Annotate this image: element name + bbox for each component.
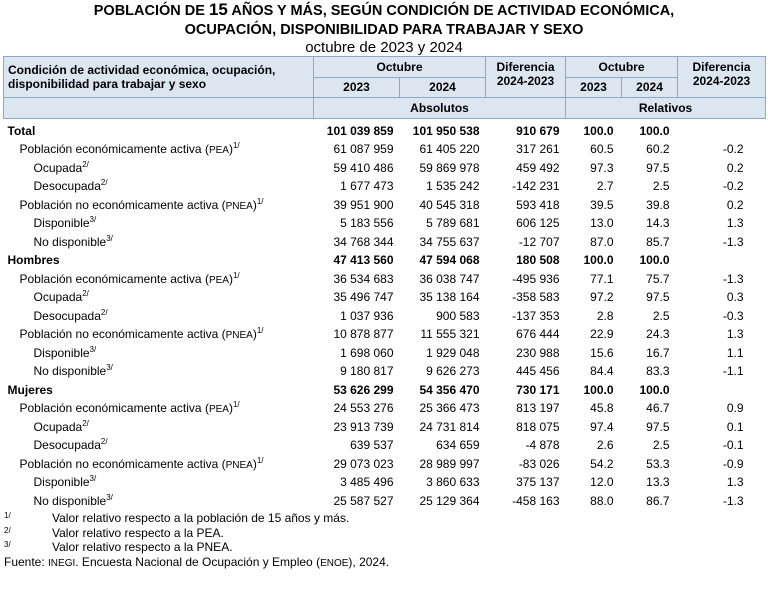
table-row [4, 118, 766, 140]
cell-rd: -1.3 [722, 234, 744, 249]
report-title [0, 0, 768, 40]
cell-ad: 445 456 [516, 364, 560, 379]
cell-r24: 24.3 [646, 327, 670, 342]
row-label: No disponible$^{3/}$ [33, 363, 113, 379]
row-label: Ocupada$^{2/}$ [33, 159, 89, 175]
table-row [4, 233, 766, 252]
cell-ad: 606 125 [516, 216, 560, 231]
cell-ad: 459 492 [516, 160, 560, 175]
table-row [4, 362, 766, 381]
row-label: Hombres [7, 253, 60, 268]
header-relativos: Relativos [566, 97, 766, 118]
cell-rd: 0.1 [726, 419, 744, 434]
cell-rd: -0.2 [722, 179, 744, 194]
cell-a23: 35 496 747 [333, 290, 394, 305]
cell-ad: 317 261 [516, 142, 560, 157]
cell-rd: -1.3 [722, 493, 744, 508]
cell-a24: 900 583 [436, 308, 480, 323]
cell-a23: 53 626 299 [333, 382, 394, 397]
cell-ad: 676 444 [516, 327, 560, 342]
table-row [4, 325, 766, 344]
cell-a24: 5 789 681 [426, 216, 480, 231]
cell-r23: 22.9 [590, 327, 614, 342]
title-line-2: OCUPACIÓN, DISPONIBILIDAD PARA TRABAJAR Y SEXO [184, 22, 584, 38]
cell-r23: 45.8 [590, 401, 614, 416]
footnote: 3/ Valor relativo respecto a la PNEA. [4, 540, 233, 554]
cell-rd: -1.3 [722, 271, 744, 286]
title-line-1: POBLACIÓN DE 15 AÑOS Y MÁS, SEGÚN CONDICIÓN DE ACTIVIDAD ECONÓMICA, [93, 0, 675, 19]
cell-a23: 101 039 859 [314, 118, 400, 140]
row-label: No disponible$^{3/}$ [33, 233, 113, 249]
row-label: Población no económicamente activa (PNEA)$^{1/}$ [19, 326, 264, 342]
cell-rd: -0.3 [722, 308, 744, 323]
cell-r23: 97.3 [590, 160, 614, 175]
row-label: Población no económicamente activa (PNEA)$^{1/}$ [19, 455, 264, 471]
cell-a23: 25 587 527 [333, 493, 394, 508]
cell-r23: 39.5 [590, 197, 614, 212]
cell-r23: 97.4 [590, 419, 614, 434]
row-label: Total [4, 118, 314, 140]
cell-a24: 54 356 470 [419, 382, 480, 397]
table-row [4, 140, 766, 159]
cell-r24: 97.5 [646, 290, 670, 305]
row-label: Desocupada$^{2/}$ [33, 307, 108, 323]
row-label: Población económicamente activa (PEA)$^{1/}$ [19, 270, 240, 286]
header-year-2024: 2024 [400, 78, 486, 98]
cell-r23: 2.8 [596, 308, 614, 323]
cell-ad: 730 171 [516, 382, 560, 397]
table-row [4, 381, 766, 400]
cell-rd [678, 381, 766, 400]
header-month-relative: Octubre [566, 57, 678, 78]
cell-r24: 97.5 [646, 160, 670, 175]
cell-r23: 60.5 [590, 142, 614, 157]
table-row [4, 473, 766, 492]
cell-r23: 13.0 [590, 216, 614, 231]
cell-ad: 375 137 [516, 475, 560, 490]
table-body [4, 118, 766, 510]
cell-a23: 61 087 959 [333, 142, 394, 157]
cell-ad: -358 583 [512, 290, 560, 305]
cell-a23: 1 037 936 [340, 308, 394, 323]
cell-a24: 34 755 637 [419, 234, 480, 249]
table-row [4, 196, 766, 215]
cell-rd [678, 251, 766, 270]
header-diff-relative: Diferencia 2024-2023 [678, 57, 766, 98]
cell-a24: 11 555 321 [420, 327, 480, 342]
cell-ad: 180 508 [516, 253, 560, 268]
cell-rd: -0.1 [722, 438, 744, 453]
cell-ad: 910 679 [486, 118, 566, 140]
cell-ad: 818 075 [516, 419, 560, 434]
cell-a23: 29 073 023 [333, 456, 394, 471]
cell-ad: -83 026 [518, 456, 560, 471]
cell-ad: 230 988 [516, 345, 560, 360]
header-month-absolute: Octubre [314, 57, 486, 78]
cell-a24: 3 860 633 [426, 475, 480, 490]
cell-r24: 13.3 [646, 475, 670, 490]
cell-rd: 0.2 [726, 197, 744, 212]
cell-r24: 2.5 [652, 438, 670, 453]
cell-rd: -0.9 [722, 456, 744, 471]
cell-r23: 12.0 [590, 475, 614, 490]
row-label: Desocupada$^{2/}$ [33, 437, 108, 453]
cell-a23: 36 534 683 [333, 271, 394, 286]
cell-ad: -142 231 [512, 179, 560, 194]
cell-a23: 23 913 739 [333, 419, 394, 434]
cell-rd: 0.2 [726, 160, 744, 175]
table-row [4, 288, 766, 307]
cell-a23: 639 537 [350, 438, 394, 453]
cell-a23: 24 553 276 [333, 401, 394, 416]
data-table [3, 56, 766, 510]
cell-ad: -495 936 [512, 271, 560, 286]
cell-r23: 100.0 [566, 118, 622, 140]
cell-r23: 2.7 [596, 179, 614, 194]
cell-a23: 59 410 486 [333, 160, 394, 175]
cell-r24: 75.7 [646, 271, 670, 286]
cell-r24: 53.3 [646, 456, 670, 471]
table-row [4, 159, 766, 178]
cell-a24: 47 594 068 [419, 253, 480, 268]
cell-a24: 101 950 538 [400, 118, 486, 140]
cell-r23: 15.6 [590, 345, 614, 360]
footnote: 2/ Valor relativo respecto a la PEA. [4, 525, 224, 540]
table-row [4, 455, 766, 474]
header-year-2023-rel: 2023 [566, 78, 622, 98]
cell-r23: 100.0 [583, 382, 614, 397]
cell-r24: 46.7 [646, 401, 670, 416]
table-row [4, 399, 766, 418]
cell-r24: 86.7 [646, 493, 670, 508]
cell-a23: 1 677 473 [340, 179, 394, 194]
cell-a23: 5 183 556 [340, 216, 394, 231]
cell-r24: 2.5 [652, 308, 670, 323]
row-label: Ocupada$^{2/}$ [33, 418, 89, 434]
cell-ad: -137 353 [512, 308, 560, 323]
cell-a23: 34 768 344 [333, 234, 394, 249]
cell-rd: 1.3 [726, 475, 744, 490]
cell-r24: 16.7 [646, 345, 670, 360]
row-label: Desocupada$^{2/}$ [33, 178, 108, 194]
cell-r23: 2.6 [596, 438, 614, 453]
cell-r23: 54.2 [590, 456, 614, 471]
row-label: Población económicamente activa (PEA)$^{1/}$ [19, 400, 240, 416]
header-diff-absolute: Diferencia 2024-2023 [486, 57, 566, 98]
cell-rd: -1.1 [722, 364, 744, 379]
cell-a24: 634 659 [436, 438, 480, 453]
row-label: Disponible$^{3/}$ [33, 344, 97, 360]
source-line: Fuente: INEGI. Encuesta Nacional de Ocupación y Empleo (ENOE), 2024. [4, 554, 390, 569]
cell-r24: 100.0 [639, 382, 670, 397]
table-row [4, 270, 766, 289]
cell-a24: 24 731 814 [419, 419, 480, 434]
cell-r24: 85.7 [646, 234, 670, 249]
cell-rd: 1.3 [726, 216, 744, 231]
cell-r23: 87.0 [590, 234, 614, 249]
table-row [4, 492, 766, 511]
header-blank [4, 97, 314, 118]
cell-rd: 1.3 [726, 327, 744, 342]
cell-ad: -458 163 [512, 493, 560, 508]
row-label: Disponible$^{3/}$ [33, 474, 97, 490]
cell-a24: 1 535 242 [426, 179, 480, 194]
cell-a24: 25 366 473 [419, 401, 480, 416]
cell-ad: -12 707 [518, 234, 560, 249]
cell-a24: 35 138 164 [419, 290, 480, 305]
table-row [4, 344, 766, 363]
cell-a24: 36 038 747 [419, 271, 480, 286]
table-row [4, 177, 766, 196]
table-row [4, 251, 766, 270]
row-label: Disponible$^{3/}$ [33, 215, 97, 231]
header-year-2023: 2023 [314, 78, 400, 98]
cell-a23: 10 878 877 [333, 327, 394, 342]
table-row [4, 307, 766, 326]
cell-a23: 39 951 900 [333, 197, 394, 212]
report-subtitle: octubre de 2023 y 2024 [305, 39, 463, 56]
cell-rd: 0.3 [726, 290, 744, 305]
cell-ad: 813 197 [516, 401, 560, 416]
cell-a24: 28 989 997 [419, 456, 480, 471]
row-label: Mujeres [7, 382, 53, 397]
header-absolutos: Absolutos [314, 97, 566, 118]
footnote-list [4, 511, 768, 555]
cell-rd [678, 118, 766, 140]
cell-r24: 2.5 [652, 179, 670, 194]
cell-r23: 97.2 [590, 290, 614, 305]
cell-r24: 14.3 [646, 216, 670, 231]
table-row [4, 436, 766, 455]
table-row [4, 214, 766, 233]
cell-r23: 88.0 [590, 493, 614, 508]
cell-r24: 97.5 [646, 419, 670, 434]
cell-rd: -0.2 [722, 142, 744, 157]
cell-r24: 100.0 [639, 253, 670, 268]
cell-ad: 593 418 [516, 197, 560, 212]
cell-ad: -4 878 [525, 438, 560, 453]
cell-a23: 1 698 060 [340, 345, 394, 360]
cell-a24: 61 405 220 [419, 142, 480, 157]
header-row-label: Condición de actividad económica, ocupación, disponibilidad para trabajar y sexo [4, 57, 314, 98]
cell-r24: 83.3 [646, 364, 670, 379]
cell-a24: 59 869 978 [419, 160, 480, 175]
row-label: No disponible$^{3/}$ [33, 492, 113, 508]
cell-a23: 9 180 817 [340, 364, 394, 379]
cell-r24: 100.0 [622, 118, 678, 140]
table-row [4, 418, 766, 437]
cell-a24: 9 626 273 [426, 364, 480, 379]
cell-rd: 1.1 [726, 345, 744, 360]
cell-a23: 3 485 496 [340, 475, 394, 490]
cell-a23: 47 413 560 [333, 253, 394, 268]
header-year-2024-rel: 2024 [622, 78, 678, 98]
cell-r23: 84.4 [590, 364, 614, 379]
row-label: Población económicamente activa (PEA)$^{1/}$ [19, 141, 240, 157]
cell-a24: 1 929 048 [426, 345, 480, 360]
cell-r24: 60.2 [646, 142, 670, 157]
cell-rd: 0.9 [726, 401, 744, 416]
cell-a24: 25 129 364 [419, 493, 480, 508]
table-header [4, 57, 766, 119]
cell-a24: 40 545 318 [419, 197, 480, 212]
footnotes [4, 511, 768, 571]
cell-r24: 39.8 [646, 197, 670, 212]
footnote: 1/ Valor relativo respecto a la población de 15 años y más. [4, 511, 350, 525]
cell-r23: 77.1 [590, 271, 614, 286]
row-label: Población no económicamente activa (PNEA)$^{1/}$ [19, 196, 264, 212]
row-label: Ocupada$^{2/}$ [33, 289, 89, 305]
cell-r23: 100.0 [583, 253, 614, 268]
